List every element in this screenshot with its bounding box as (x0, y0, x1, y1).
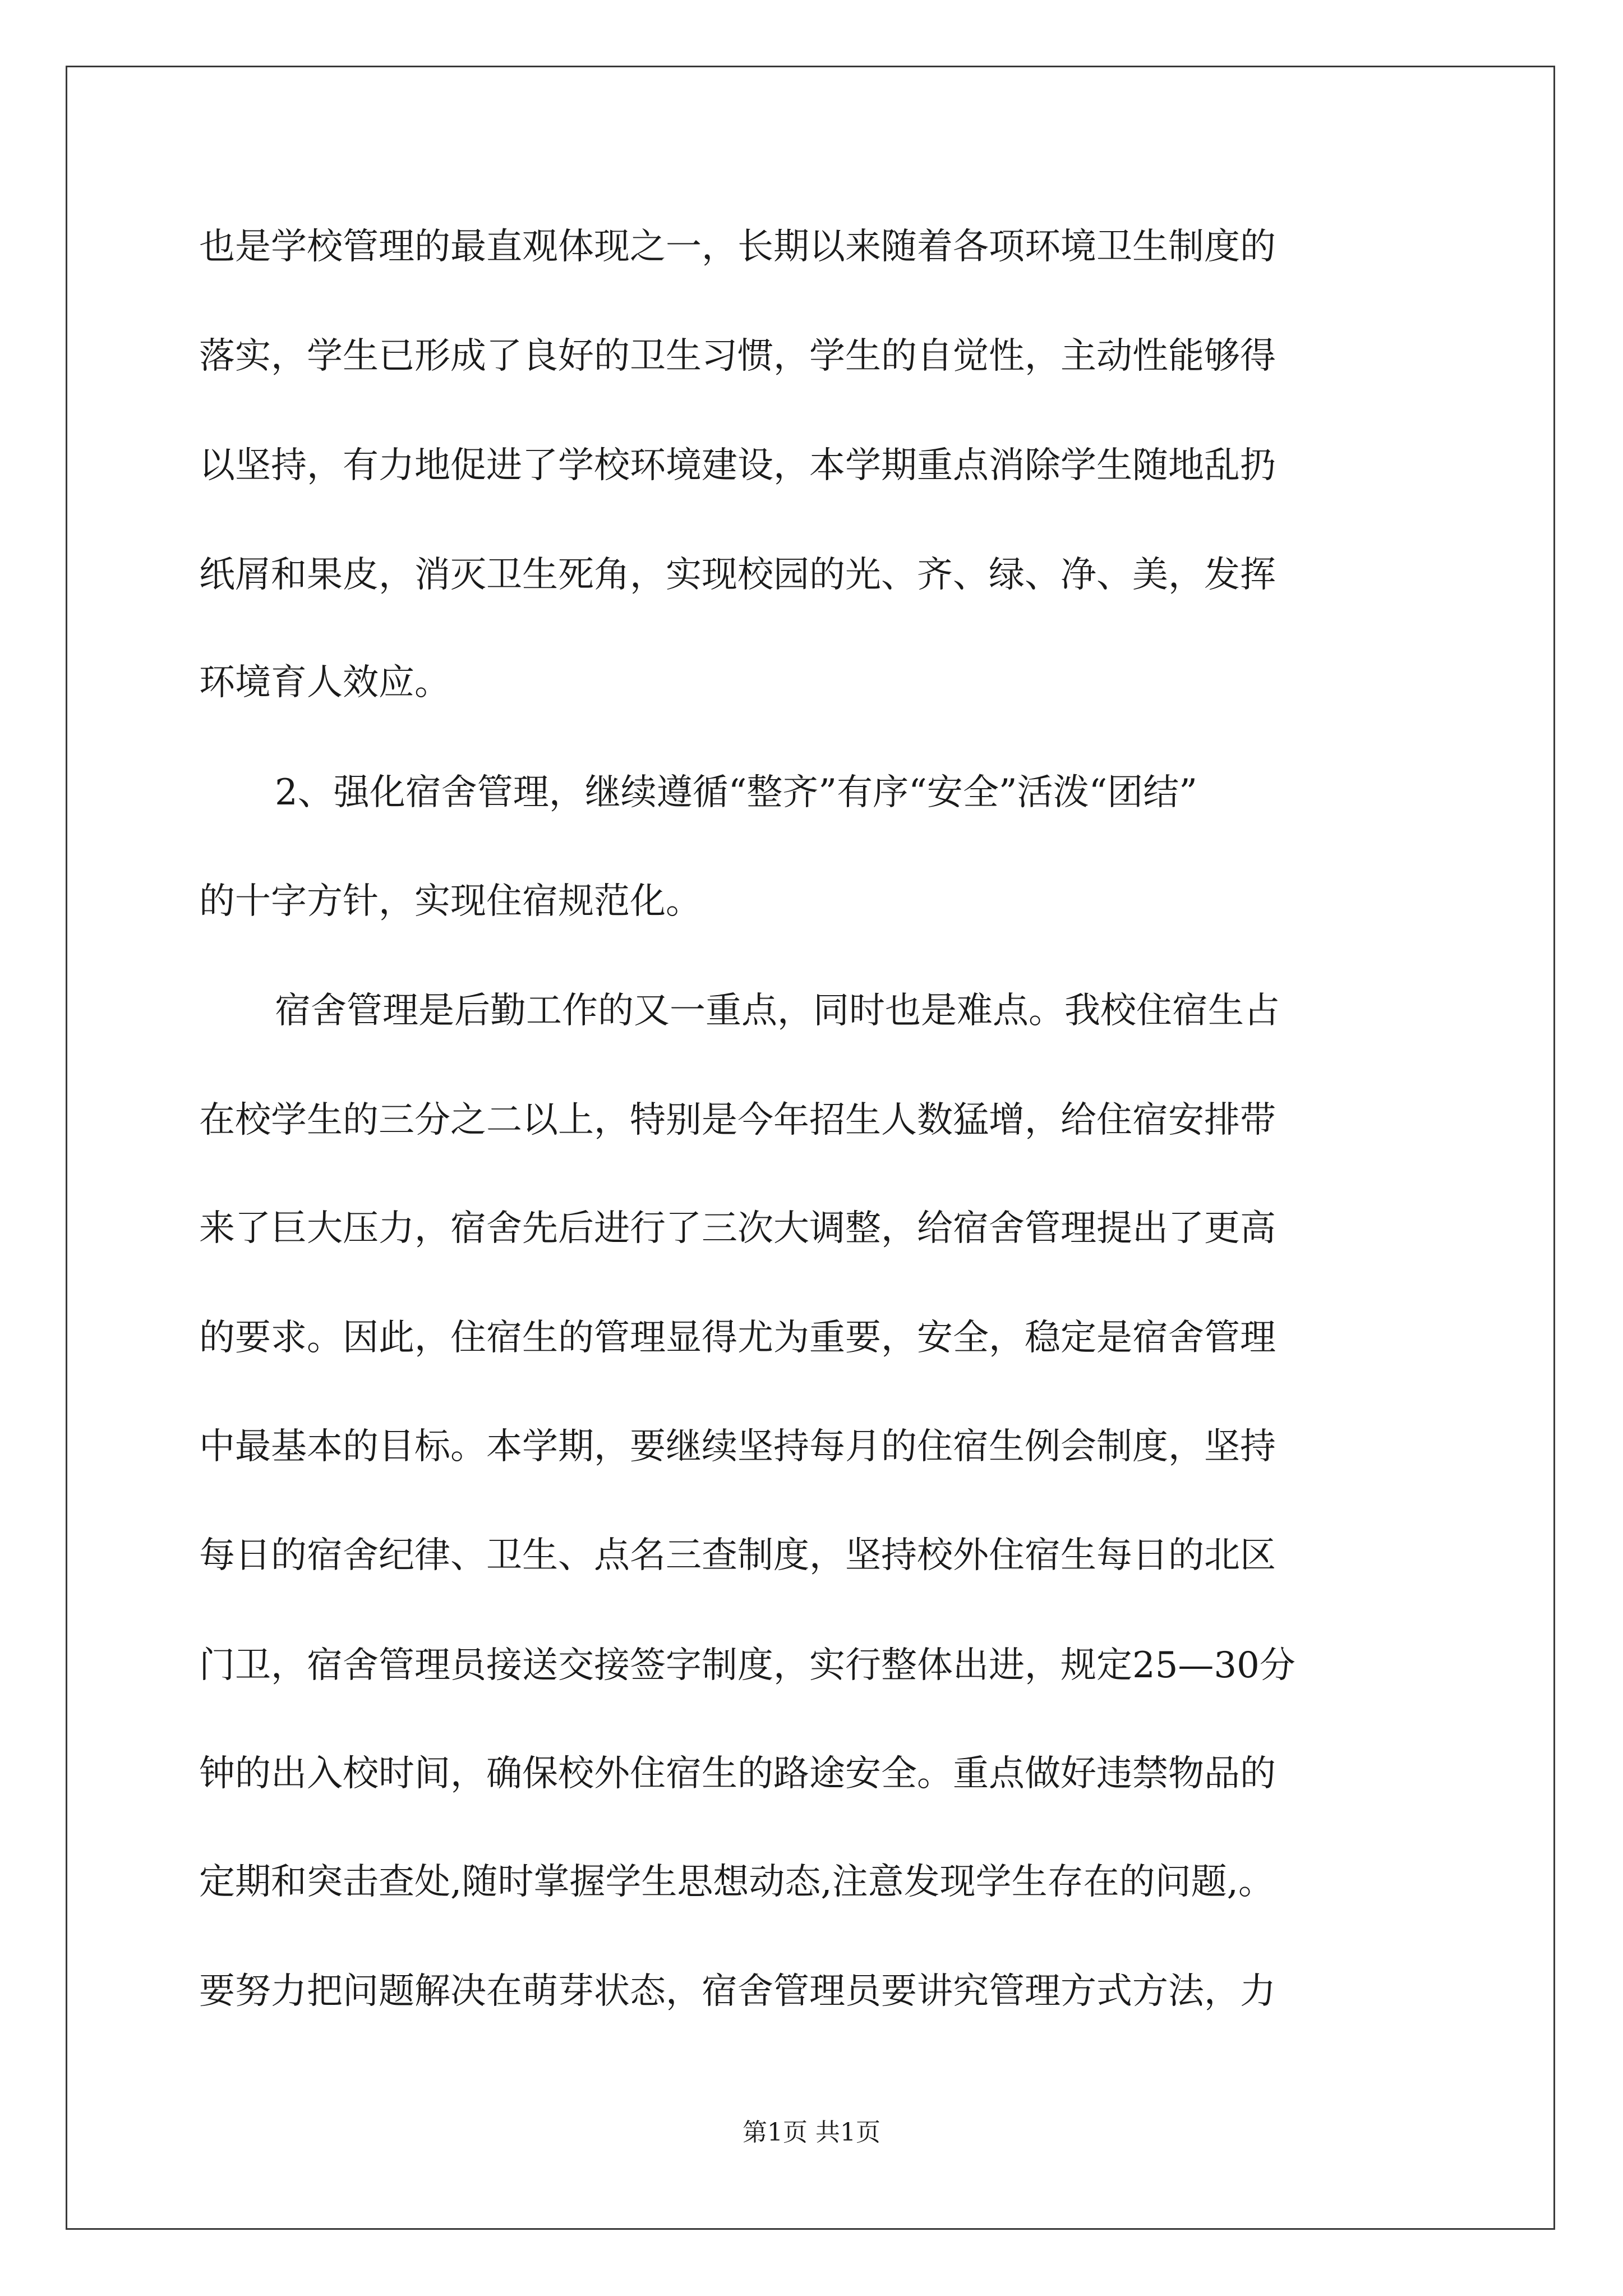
page-number-footer: 第1页 共1页 (743, 2118, 880, 2147)
text-line: 的十字方针，实现住宿规范化。 (199, 881, 702, 922)
text-line: 定期和突击查处,随时掌握学生思想动态,注意发现学生存在的问题,。 (199, 1861, 1275, 1903)
text-line: 宿舍管理是后勤工作的又一重点，同时也是难点。我校住宿生占 (275, 990, 1280, 1032)
text-line: 每日的宿舍纪律、卫生、点名三查制度，坚持校外住宿生每日的北区 (199, 1535, 1276, 1576)
text-line: 在校学生的三分之二以上，特别是今年招生人数猛增，给住宿安排带 (199, 1099, 1276, 1141)
text-line: 以坚持，有力地促进了学校环境建设，本学期重点消除学生随地乱扔 (199, 445, 1276, 486)
text-line: 的要求。因此，住宿生的管理显得尤为重要，安全，稳定是宿舍管理 (199, 1317, 1276, 1359)
text-line: 门卫，宿舍管理员接送交接签字制度，实行整体出进，规定25—30分 (199, 1645, 1295, 1686)
text-line: 纸屑和果皮，消灭卫生死角，实现校园的光、齐、绿、净、美，发挥 (199, 554, 1276, 596)
text-line: 中最基本的目标。本学期，要继续坚持每月的住宿生例会制度，坚持 (199, 1426, 1276, 1467)
text-line: 来了巨大压力，宿舍先后进行了三次大调整，给宿舍管理提出了更高 (199, 1208, 1276, 1249)
text-line: 要努力把问题解决在萌芽状态，宿舍管理员要讲究管理方式方法，力 (199, 1971, 1276, 2012)
text-line: 2、强化宿舍管理，继续遵循“整齐”有序“安全”活泼“团结” (275, 772, 1198, 813)
text-line: 钟的出入校时间，确保校外住宿生的路途安全。重点做好违禁物品的 (199, 1753, 1276, 1795)
text-line: 落实，学生已形成了良好的卫生习惯，学生的自觉性，主动性能够得 (199, 335, 1276, 377)
text-line: 环境育人效应。 (199, 662, 450, 703)
text-line: 也是学校管理的最直观体现之一，长期以来随着各项环境卫生制度的 (199, 226, 1276, 268)
